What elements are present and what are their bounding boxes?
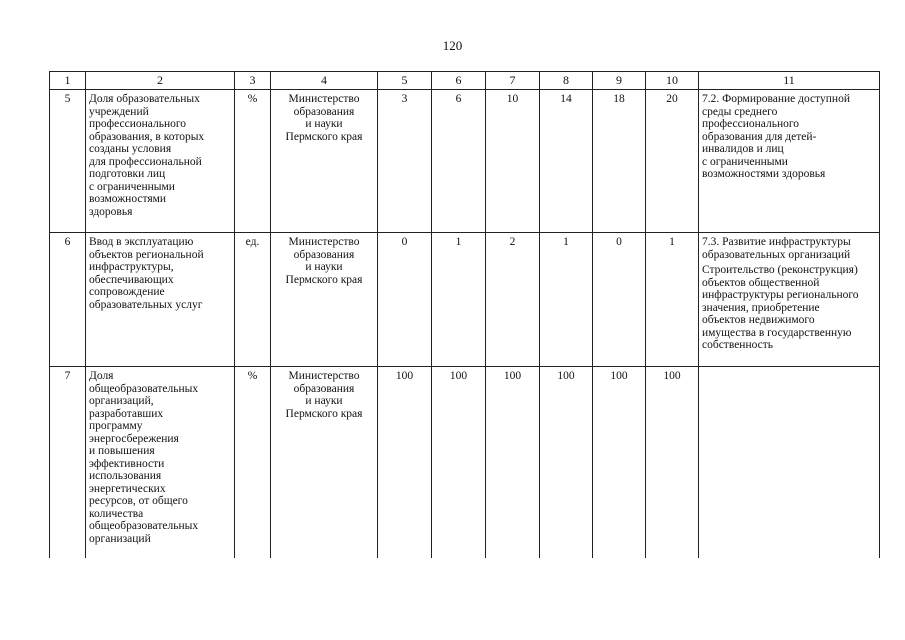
- activity-cell: [699, 90, 880, 233]
- table-row: [50, 90, 880, 233]
- indicator-name: Доля общеобразовательных организаций, разработавших программу энергосбережения и повышения эффективности использования энергетических ресурсов, от общего количества общеобразовательных организаций: [86, 367, 235, 559]
- activity-text: 7.2. Формирование доступной среды среднего профессионального образования для детей- инвалидов и лиц с ограниченными возможностями здоровья: [702, 93, 850, 180]
- activity-text: 7.3. Развитие инфраструктуры образовательных организаций: [702, 236, 851, 261]
- value-cell: 0: [378, 233, 432, 367]
- activity-text: Строительство (реконструкция) объектов общественной инфраструктуры регионального значения, приобретение объектов недвижимого имущества в государственную собственность: [702, 264, 859, 351]
- header-cell: 10: [646, 72, 699, 90]
- value-cell: 100: [432, 367, 486, 559]
- page-number: 120: [442, 38, 463, 53]
- activity-cell: [699, 233, 880, 367]
- header-cell: 1: [50, 72, 86, 90]
- header-cell: 4: [271, 72, 378, 90]
- value-cell: 100: [378, 367, 432, 559]
- indicators-table: [49, 71, 880, 558]
- organization-cell: Министерство образования и науки Пермского края: [271, 90, 378, 233]
- activity-cell: [699, 367, 880, 559]
- value-cell: 1: [646, 233, 699, 367]
- indicator-name: Доля образовательных учреждений профессионального образования, в которых созданы условия для профессиональной подготовки лиц с ограниченными возможностями здоровья: [86, 90, 235, 233]
- header-cell: 8: [540, 72, 593, 90]
- value-cell: 10: [486, 90, 540, 233]
- row-number: 7: [50, 367, 86, 559]
- unit-cell: %: [235, 90, 271, 233]
- row-number: 6: [50, 233, 86, 367]
- value-cell: 0: [593, 233, 646, 367]
- value-cell: 100: [540, 367, 593, 559]
- table-row: [50, 367, 880, 559]
- value-cell: 1: [540, 233, 593, 367]
- organization-cell: Министерство образования и науки Пермского края: [271, 233, 378, 367]
- header-cell: 7: [486, 72, 540, 90]
- organization-cell: Министерство образования и науки Пермского края: [271, 367, 378, 559]
- value-cell: 20: [646, 90, 699, 233]
- header-cell: 3: [235, 72, 271, 90]
- table-header-row: [50, 72, 880, 90]
- header-cell: 5: [378, 72, 432, 90]
- indicator-name: Ввод в эксплуатацию объектов региональной инфраструктуры, обеспечивающих сопровождение образовательных услуг: [86, 233, 235, 367]
- value-cell: 100: [593, 367, 646, 559]
- value-cell: 18: [593, 90, 646, 233]
- value-cell: 2: [486, 233, 540, 367]
- header-cell: 6: [432, 72, 486, 90]
- table-row: [50, 233, 880, 367]
- unit-cell: %: [235, 367, 271, 559]
- value-cell: 1: [432, 233, 486, 367]
- header-cell: 9: [593, 72, 646, 90]
- header-cell: 11: [699, 72, 880, 90]
- header-cell: 2: [86, 72, 235, 90]
- value-cell: 6: [432, 90, 486, 233]
- unit-cell: ед.: [235, 233, 271, 367]
- value-cell: 100: [486, 367, 540, 559]
- value-cell: 3: [378, 90, 432, 233]
- value-cell: 14: [540, 90, 593, 233]
- row-number: 5: [50, 90, 86, 233]
- value-cell: 100: [646, 367, 699, 559]
